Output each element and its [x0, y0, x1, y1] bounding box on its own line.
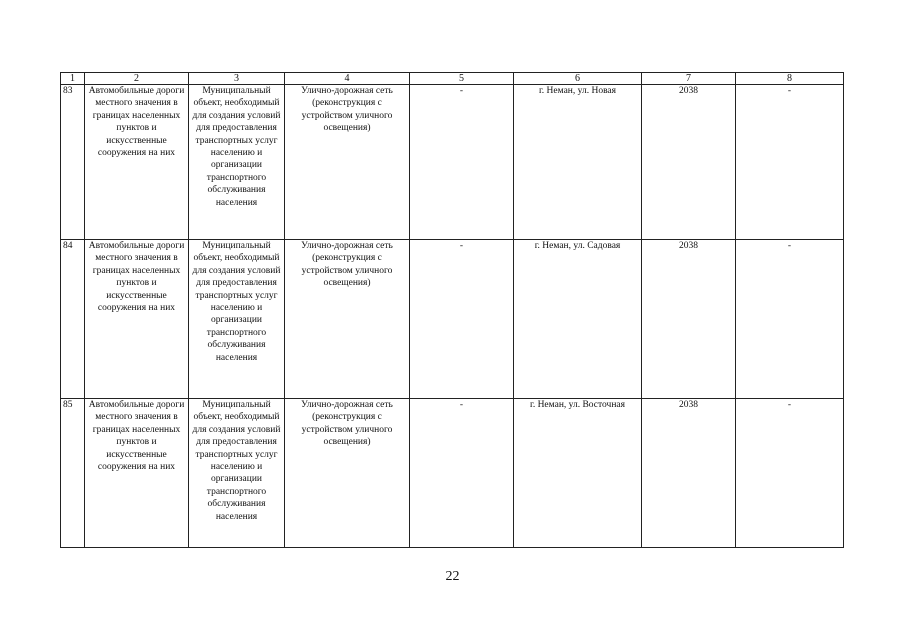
location-cell: г. Неман, ул. Восточная	[514, 399, 642, 548]
column8-cell: -	[736, 85, 844, 240]
table-header-row	[61, 73, 844, 85]
row-number-cell: 85	[61, 399, 85, 548]
column-header-7: 7	[642, 73, 736, 85]
column5-cell: -	[410, 85, 514, 240]
column-header-5: 5	[410, 73, 514, 85]
table-row	[61, 85, 844, 240]
location-cell: г. Неман, ул. Садовая	[514, 240, 642, 399]
page-number: 22	[445, 569, 460, 584]
table-row	[61, 240, 844, 399]
planned-objects-table	[60, 72, 844, 548]
column-header-8: 8	[736, 73, 844, 85]
object-cell: Улично-дорожная сеть (реконструкция с устройством уличного освещения)	[285, 399, 410, 548]
column5-cell: -	[410, 240, 514, 399]
column-header-1: 1	[61, 73, 85, 85]
row-number-cell: 83	[61, 85, 85, 240]
table-row	[61, 399, 844, 548]
year-cell: 2038	[642, 399, 736, 548]
column-header-4: 4	[285, 73, 410, 85]
column-header-3: 3	[189, 73, 285, 85]
category-cell: Автомобильные дороги местного значения в границах населенных пунктов и искусственные сооружения на них	[85, 240, 189, 399]
object-cell: Улично-дорожная сеть (реконструкция с устройством уличного освещения)	[285, 85, 410, 240]
category-cell: Автомобильные дороги местного значения в границах населенных пунктов и искусственные сооружения на них	[85, 399, 189, 548]
column8-cell: -	[736, 240, 844, 399]
year-cell: 2038	[642, 240, 736, 399]
column-header-6: 6	[514, 73, 642, 85]
location-cell: г. Неман, ул. Новая	[514, 85, 642, 240]
category-cell: Автомобильные дороги местного значения в границах населенных пунктов и искусственные сооружения на них	[85, 85, 189, 240]
column-header-2: 2	[85, 73, 189, 85]
column8-cell: -	[736, 399, 844, 548]
purpose-cell: Муниципальный объект, необходимый для создания условий для предоставления транспортных услуг населению и организации транспортного обслуживания населения	[189, 399, 285, 548]
purpose-cell: Муниципальный объект, необходимый для создания условий для предоставления транспортных услуг населению и организации транспортного обслуживания населения	[189, 240, 285, 399]
column5-cell: -	[410, 399, 514, 548]
object-cell: Улично-дорожная сеть (реконструкция с устройством уличного освещения)	[285, 240, 410, 399]
year-cell: 2038	[642, 85, 736, 240]
row-number-cell: 84	[61, 240, 85, 399]
purpose-cell: Муниципальный объект, необходимый для создания условий для предоставления транспортных услуг населению и организации транспортного обслуживания населения	[189, 85, 285, 240]
